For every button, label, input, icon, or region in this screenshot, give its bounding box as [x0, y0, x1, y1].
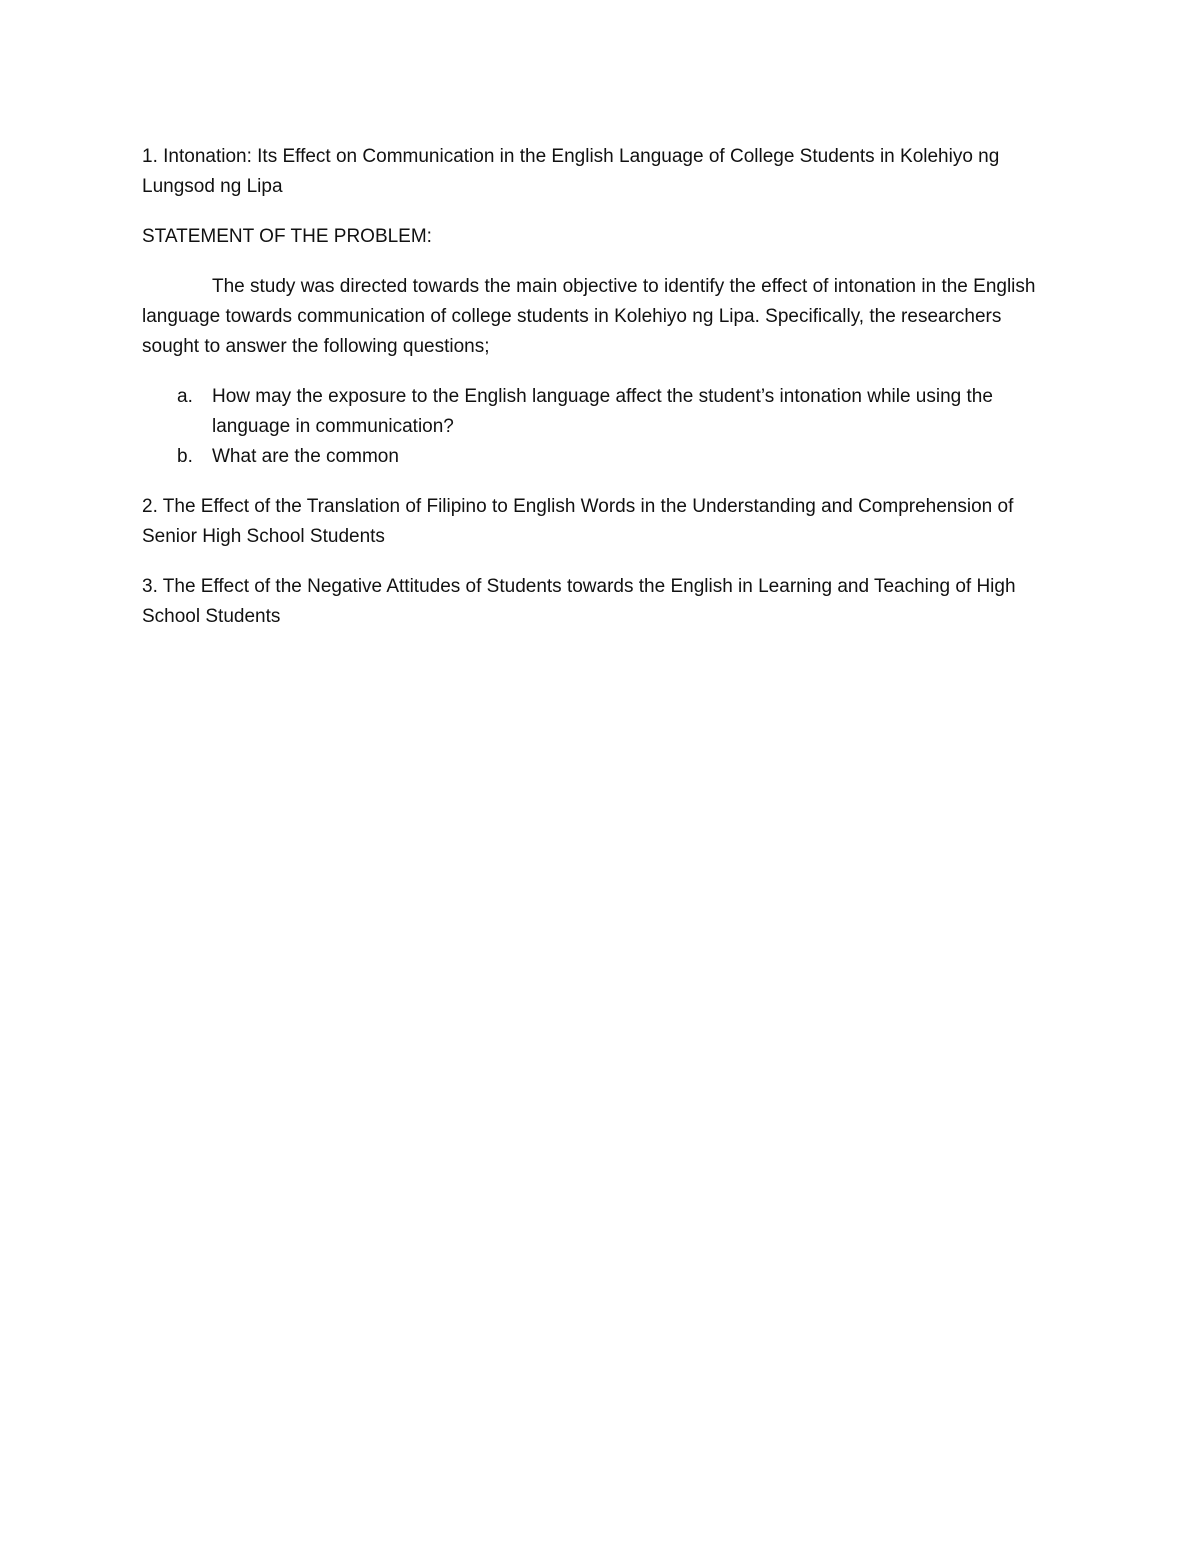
- question-list: [142, 382, 1052, 472]
- question-text: How may the exposure to the English language affect the student’s intonation while using the language in communication?: [212, 386, 993, 437]
- research-title-2: 2. The Effect of the Translation of Filipino to English Words in the Understanding and Comprehension of Senior High School Students: [142, 496, 1014, 547]
- question-item-b: [142, 442, 1052, 472]
- question-marker: a.: [177, 386, 193, 407]
- problem-paragraph: The study was directed towards the main objective to identify the effect of intonation in the English language towards communication of college students in Kolehiyo ng Lipa. Specifically, the researchers sought to answer the following questions;: [142, 276, 1036, 357]
- research-title-1: 1. Intonation: Its Effect on Communication in the English Language of College Students in Kolehiyo ng Lungsod ng Lipa: [142, 146, 1000, 197]
- question-item-a: [142, 382, 1052, 442]
- question-marker: b.: [177, 446, 193, 467]
- research-title-3: 3. The Effect of the Negative Attitudes of Students towards the English in Learning and Teaching of High School Students: [142, 576, 1016, 627]
- document-content: [142, 142, 1052, 632]
- problem-heading: STATEMENT OF THE PROBLEM:: [142, 226, 432, 247]
- question-text: What are the common: [212, 446, 399, 467]
